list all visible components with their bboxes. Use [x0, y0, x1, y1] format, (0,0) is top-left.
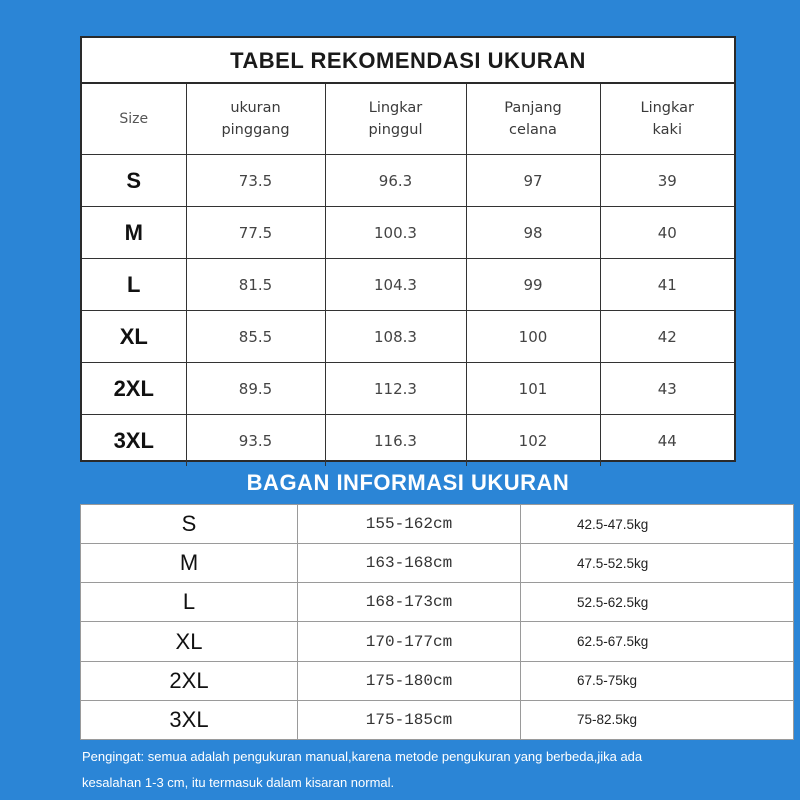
size-info-table [80, 504, 794, 740]
table-row [82, 363, 734, 415]
header-waist-line1: ukuran [230, 100, 281, 116]
table-row [82, 415, 734, 467]
header-hip [325, 84, 466, 155]
size-cell: 3XL [81, 700, 298, 739]
header-leg [600, 84, 734, 155]
hip-cell: 104.3 [325, 259, 466, 311]
leg-cell: 44 [600, 415, 734, 467]
length-cell: 98 [466, 207, 600, 259]
leg-cell: 40 [600, 207, 734, 259]
measurement-note [82, 744, 742, 796]
length-cell: 99 [466, 259, 600, 311]
table-row [81, 583, 794, 622]
table-row [81, 700, 794, 739]
header-length-line2: celana [509, 122, 557, 138]
size-cell: 2XL [82, 363, 186, 415]
size-cell: XL [81, 622, 298, 661]
hip-cell: 108.3 [325, 311, 466, 363]
table-row [81, 661, 794, 700]
leg-cell: 42 [600, 311, 734, 363]
waist-cell: 93.5 [186, 415, 325, 467]
leg-cell: 39 [600, 155, 734, 207]
header-length-line1: Panjang [504, 100, 562, 116]
waist-cell: 89.5 [186, 363, 325, 415]
waist-cell: 77.5 [186, 207, 325, 259]
header-waist-line2: pinggang [221, 122, 290, 138]
leg-cell: 43 [600, 363, 734, 415]
header-size: Size [82, 84, 186, 155]
table-row [81, 622, 794, 661]
leg-cell: 41 [600, 259, 734, 311]
table-row [81, 505, 794, 544]
size-table-header-row [82, 84, 734, 155]
length-cell: 100 [466, 311, 600, 363]
waist-cell: 73.5 [186, 155, 325, 207]
size-table-title: TABEL REKOMENDASI UKURAN [82, 38, 734, 84]
weight-cell: 47.5-52.5kg [521, 544, 794, 583]
header-leg-line1: Lingkar [640, 100, 694, 116]
weight-cell: 52.5-62.5kg [521, 583, 794, 622]
waist-cell: 85.5 [186, 311, 325, 363]
hip-cell: 100.3 [325, 207, 466, 259]
height-cell: 175-180cm [298, 661, 521, 700]
size-cell: L [82, 259, 186, 311]
size-cell: 3XL [82, 415, 186, 467]
height-cell: 170-177cm [298, 622, 521, 661]
header-leg-line2: kaki [652, 122, 682, 138]
hip-cell: 116.3 [325, 415, 466, 467]
size-table-grid [82, 84, 734, 466]
header-hip-line1: Lingkar [368, 100, 423, 116]
weight-cell: 62.5-67.5kg [521, 622, 794, 661]
size-recommendation-table [80, 36, 736, 462]
height-cell: 155-162cm [298, 505, 521, 544]
table-row [82, 207, 734, 259]
length-cell: 101 [466, 363, 600, 415]
header-length [466, 84, 600, 155]
info-table-title: BAGAN INFORMASI UKURAN [246, 470, 570, 495]
table-row [82, 155, 734, 207]
size-cell: S [82, 155, 186, 207]
size-cell: 2XL [81, 661, 298, 700]
size-cell: M [81, 544, 298, 583]
height-cell: 175-185cm [298, 700, 521, 739]
size-cell: M [82, 207, 186, 259]
size-cell: S [81, 505, 298, 544]
height-cell: 168-173cm [298, 583, 521, 622]
note-line-2: kesalahan 1-3 cm, itu termasuk dalam kisaran normal. [82, 775, 395, 790]
weight-cell: 42.5-47.5kg [521, 505, 794, 544]
hip-cell: 112.3 [325, 363, 466, 415]
length-cell: 102 [466, 415, 600, 467]
length-cell: 97 [466, 155, 600, 207]
weight-cell: 75-82.5kg [521, 700, 794, 739]
hip-cell: 96.3 [325, 155, 466, 207]
table-row [82, 311, 734, 363]
waist-cell: 81.5 [186, 259, 325, 311]
size-cell: XL [82, 311, 186, 363]
table-row [82, 259, 734, 311]
height-cell: 163-168cm [298, 544, 521, 583]
note-line-1: Pengingat: semua adalah pengukuran manual,karena metode pengukuran yang berbeda,jika ada [82, 749, 643, 764]
table-row [81, 544, 794, 583]
size-cell: L [81, 583, 298, 622]
weight-cell: 67.5-75kg [521, 661, 794, 700]
header-hip-line2: pinggul [368, 122, 423, 138]
header-waist [186, 84, 325, 155]
